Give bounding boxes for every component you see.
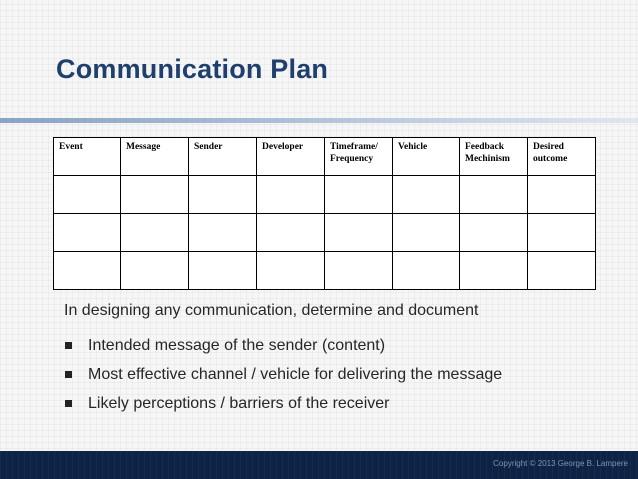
table-cell [528,252,596,290]
table-cell [54,176,121,214]
table-cell [528,214,596,252]
header-cell-sender: Sender [189,138,257,176]
table-row [54,214,596,252]
table-cell [460,252,528,290]
header-cell-timeframe: Timeframe/ Frequency [325,138,393,176]
square-bullet-icon [65,342,72,349]
list-item [64,336,502,365]
table-cell [257,176,325,214]
bullet-list [64,336,502,423]
square-bullet-icon [65,400,72,407]
copyright-text: Copyright © 2013 George B. Lampere [493,459,628,468]
square-bullet-icon [65,371,72,378]
table-cell [121,176,189,214]
table-header-row [54,138,596,176]
table-cell [189,252,257,290]
table-row [54,176,596,214]
table-cell [325,214,393,252]
header-cell-developer: Developer [257,138,325,176]
list-item [64,394,502,423]
bullet-text: Intended message of the sender (content) [88,337,386,354]
header-cell-outcome: Desired outcome [528,138,596,176]
table-cell [393,252,460,290]
header-cell-event: Event [54,138,121,176]
table-cell [121,252,189,290]
communication-plan-table [53,137,596,290]
header-cell-feedback: Feedback Mechinism [460,138,528,176]
table-cell [460,176,528,214]
table-cell [121,214,189,252]
table-cell [393,176,460,214]
table-cell [189,176,257,214]
intro-text: In designing any communication, determine and document [64,302,479,319]
table-cell [393,214,460,252]
footer-bar [0,451,638,479]
table-cell [257,214,325,252]
table-cell [257,252,325,290]
title-divider [0,118,638,123]
table-cell [54,252,121,290]
table-cell [325,252,393,290]
table-cell [325,176,393,214]
list-item [64,365,502,394]
header-cell-message: Message [121,138,189,176]
table-cell [54,214,121,252]
table-cell [460,214,528,252]
header-cell-vehicle: Vehicle [393,138,460,176]
bullet-text: Most effective channel / vehicle for delivering the message [88,366,503,383]
table-cell [528,176,596,214]
bullet-text: Likely perceptions / barriers of the receiver [88,395,390,412]
slide-title: Communication Plan [56,54,329,84]
table-row [54,252,596,290]
table-cell [189,214,257,252]
